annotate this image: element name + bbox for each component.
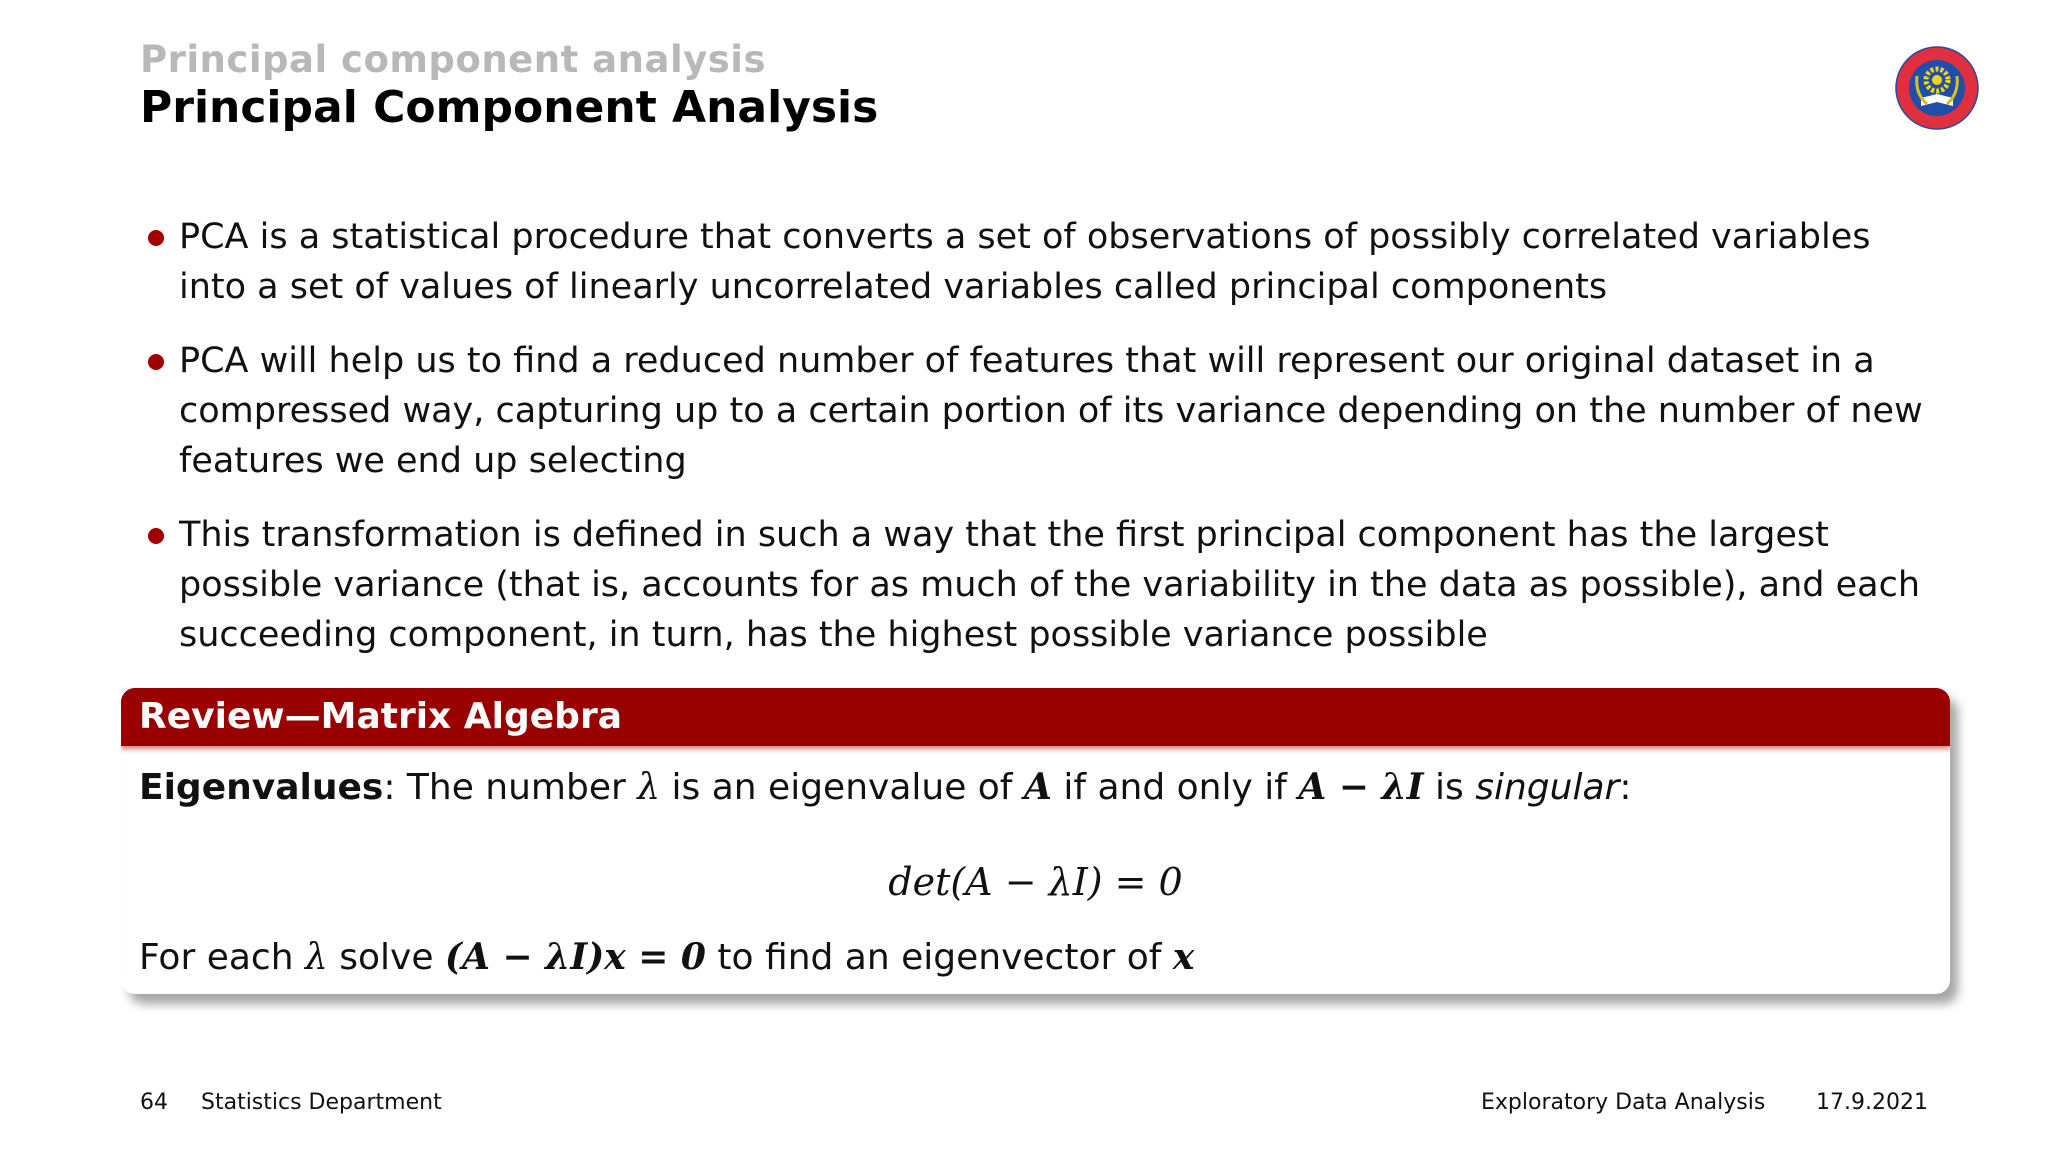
footer-date: 17.9.2021: [1816, 1090, 1928, 1115]
page-title: Principal Component Analysis: [140, 82, 879, 133]
block-title: Review—Matrix Algebra: [121, 688, 1950, 746]
bullet-icon: [148, 528, 164, 544]
bullet-item: This transformation is defined in such a way that the first principal component has the largest possible variance (that is, accounts for as much of the variability in the data as possible), and each succeeding component, in turn, has the highest possible variance possible: [140, 510, 1940, 660]
bullet-item: PCA is a statistical procedure that converts a set of observations of possibly correlated variables into a set of values of linearly uncorrelated variables called principal components: [140, 212, 1940, 312]
bullet-list: [140, 212, 1940, 684]
footer-department: Statistics Department: [201, 1090, 442, 1115]
review-block: [121, 688, 1950, 994]
bullet-item: PCA will help us to find a reduced number of features that will represent our original dataset in a compressed way, capturing up to a certain portion of its variance depending on the number of new features we end up selecting: [140, 336, 1940, 486]
eigenvalue-definition: Eigenvalues: The number λ is an eigenvalue of A if and only if A − λI is singular:: [139, 766, 1632, 808]
university-logo: [1895, 46, 1979, 130]
determinant-formula: det(A − λI) = 0: [888, 860, 1183, 904]
section-title: Principal component analysis: [140, 38, 766, 81]
eigenvector-statement: For each λ solve (A − λI)x = 0 to find an eigenvector of x: [139, 936, 1195, 978]
page-number: 64: [140, 1090, 168, 1115]
bullet-icon: [148, 354, 164, 370]
footer-course: Exploratory Data Analysis: [1481, 1090, 1766, 1115]
bullet-icon: [148, 230, 164, 246]
